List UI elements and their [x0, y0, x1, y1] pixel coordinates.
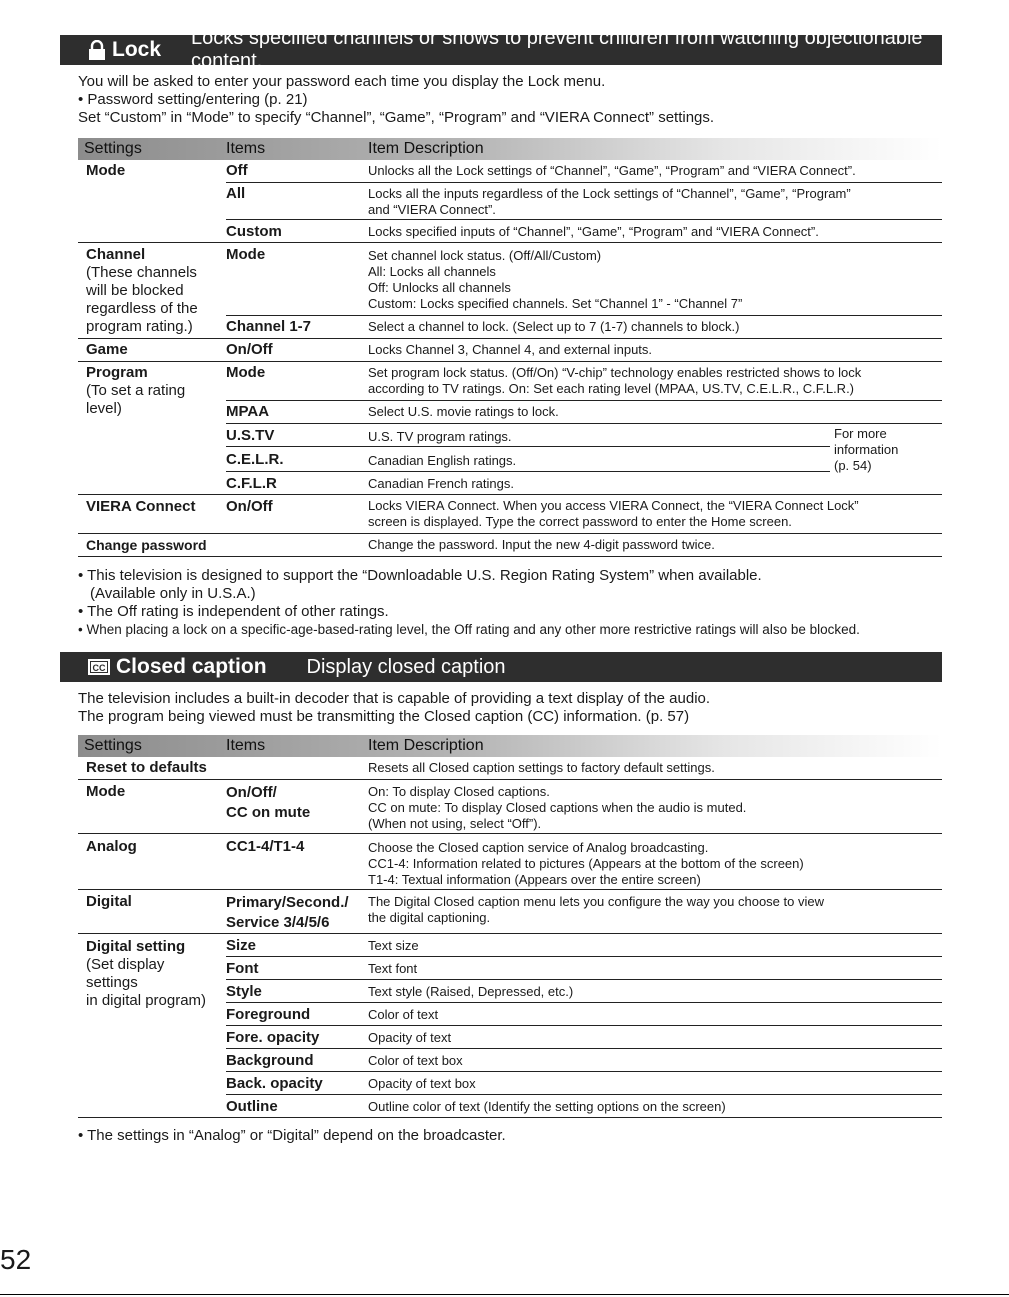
table-row-program: [78, 362, 942, 495]
cc-banner: [60, 652, 942, 682]
lock-table: [78, 160, 942, 557]
cc-icon: [88, 659, 110, 675]
desc-reset: Resets all Closed caption settings to factory default settings.: [368, 760, 715, 775]
dset-desc: Text size: [368, 938, 419, 953]
header-settings: Settings: [84, 140, 142, 157]
desc-celr: Canadian English ratings.: [368, 453, 517, 468]
setting-game: Game: [86, 341, 128, 358]
setting-analog: Analog: [86, 838, 137, 855]
desc-line: All: Locks all channels: [368, 264, 496, 279]
dset-note: in digital program): [86, 992, 207, 1009]
setting-digital-setting: Digital setting: [86, 938, 186, 955]
dset-desc: Text style (Raised, Depressed, etc.): [368, 984, 574, 999]
dset-item: Font: [226, 960, 259, 977]
page-number: 52: [0, 1244, 32, 1275]
table-row-digital: [78, 890, 942, 934]
setting-program: Program: [86, 364, 148, 381]
table-row-mode: [78, 160, 942, 243]
cc-table-header: [78, 735, 942, 757]
item-cc-mode: On/Off/: [226, 784, 277, 801]
desc-line: T1-4: Textual information (Appears over the entire screen): [368, 872, 701, 887]
note-line: (Available only in U.S.A.): [90, 585, 256, 602]
desc-line: On: To display Closed captions.: [368, 784, 550, 799]
table-row-change-password: [78, 534, 942, 557]
lock-icon: [88, 40, 106, 60]
sub-row-ustv: [226, 424, 830, 447]
table-row-cc-mode: [78, 780, 942, 834]
desc-line: CC1-4: Information related to pictures (Appears at the bottom of the screen): [368, 856, 804, 871]
item-celr: C.E.L.R.: [226, 451, 284, 468]
item-channel-1-7: Channel 1-7: [226, 318, 312, 335]
desc-mpaa: Select U.S. movie ratings to lock.: [368, 404, 559, 419]
lock-banner: [60, 27, 942, 72]
channel-note: regardless of the: [86, 300, 198, 317]
header-item-description: Item Description: [368, 140, 484, 157]
setting-channel: Channel: [86, 246, 146, 263]
desc-line: the digital captioning.: [368, 910, 491, 925]
desc-line: The Digital Closed caption menu lets you configure the way you choose to view: [368, 894, 824, 909]
sub-row-digital-setting: [226, 1072, 942, 1095]
item-digital: Primary/Second./: [226, 894, 349, 911]
dset-item: Style: [226, 983, 262, 1000]
item-off: Off: [226, 162, 248, 179]
dset-desc: Text font: [368, 961, 418, 976]
intro-line: The television includes a built-in decoder that is capable of providing a text display of the audio.: [78, 690, 711, 707]
lock-notes: [78, 567, 860, 639]
item-program-mode: Mode: [226, 364, 266, 381]
item-custom: Custom: [226, 223, 282, 240]
table-row-viera: [78, 495, 942, 534]
note-line: • The Off rating is independent of other ratings.: [78, 603, 389, 620]
header-items: Items: [226, 140, 266, 157]
header-settings: Settings: [84, 737, 142, 754]
desc-line: screen is displayed. Type the correct password to enter the Home screen.: [368, 514, 792, 529]
item-ustv: U.S.TV: [226, 427, 275, 444]
cc-notes: [78, 1127, 506, 1145]
setting-cc-mode: Mode: [86, 783, 126, 800]
intro-line: You will be asked to enter your password each time you display the Lock menu.: [78, 73, 606, 90]
sub-row-celr: [226, 447, 830, 472]
intro-line: • Password setting/entering (p. 21): [78, 91, 308, 108]
dset-item: Foreground: [226, 1006, 311, 1023]
setting-digital: Digital: [86, 893, 132, 910]
desc-all: Locks all the inputs regardless of the Lock settings of “Channel”, “Game”, “Program”: [368, 186, 851, 201]
sub-row-digital-setting: [226, 1026, 942, 1049]
desc-line: Choose the Closed caption service of Analog broadcasting.: [368, 840, 709, 855]
svg-text:CC: CC: [92, 663, 106, 673]
setting-change-password: Change password: [86, 537, 207, 553]
more-info-line: information: [834, 442, 899, 457]
lock-intro: [78, 73, 714, 127]
item-cflr: C.F.L.R: [226, 475, 277, 492]
program-note: level): [86, 400, 122, 417]
intro-line: Set “Custom” in “Mode” to specify “Channel”, “Game”, “Program” and “VIERA Connect” settings.: [78, 109, 715, 126]
channel-note: program rating.): [86, 318, 193, 335]
dset-item: Fore. opacity: [226, 1029, 320, 1046]
desc-line: according to TV ratings. On: Set each rating level (MPAA, US.TV, C.E.L.R., C.F.L.R.): [368, 381, 855, 396]
note-line: • This television is designed to support the “Downloadable U.S. Region Rating System” when available.: [78, 567, 762, 584]
item-analog: CC1-4/T1-4: [226, 838, 305, 855]
dset-item: Size: [226, 937, 257, 954]
desc-all-2: and “VIERA Connect”.: [368, 202, 496, 217]
sub-row-off: [226, 160, 942, 183]
note-line: • The settings in “Analog” or “Digital” depend on the broadcaster.: [78, 1127, 506, 1144]
more-info-line: For more: [834, 426, 887, 441]
cc-table: [78, 757, 942, 1118]
footer-line: [0, 1294, 1009, 1295]
dset-desc: Outline color of text (Identify the setting options on the screen): [368, 1099, 726, 1114]
item-cc-mode: CC on mute: [226, 804, 311, 821]
desc-cflr: Canadian French ratings.: [368, 476, 514, 491]
lock-subtitle: Locks specified channels or shows to prevent children from watching objectionable content.: [191, 27, 923, 72]
setting-viera: VIERA Connect: [86, 498, 196, 515]
table-row-game: [78, 339, 942, 362]
desc-line: CC on mute: To display Closed captions when the audio is muted.: [368, 800, 747, 815]
lock-table-header: [78, 138, 942, 160]
sub-row-mpaa: [226, 401, 942, 424]
cc-intro: [78, 690, 710, 726]
program-note: (To set a rating: [86, 382, 186, 399]
sub-row-digital-setting: [226, 957, 942, 980]
desc-line: (When not using, select “Off”).: [368, 816, 542, 831]
table-row-reset: [78, 757, 942, 780]
dset-item: Back. opacity: [226, 1075, 323, 1092]
item-game: On/Off: [226, 341, 273, 358]
table-row-digital-setting: [78, 934, 942, 1118]
intro-line: The program being viewed must be transmitting the Closed caption (CC) information. (p. 57): [78, 708, 690, 725]
dset-desc: Opacity of text box: [368, 1076, 476, 1091]
desc-line: Set program lock status. (Off/On) “V-chip” technology enables restricted shows to lock: [368, 365, 862, 380]
dset-note: settings: [86, 974, 138, 991]
item-mpaa: MPAA: [226, 403, 270, 420]
desc-line: Off: Unlocks all channels: [368, 280, 511, 295]
desc-ustv: U.S. TV program ratings.: [368, 429, 512, 444]
sub-row-channel-mode: [226, 243, 942, 316]
more-info-line: (p. 54): [834, 458, 872, 473]
desc-line: Set channel lock status. (Off/All/Custom): [368, 248, 602, 263]
item-all: All: [226, 185, 246, 202]
more-info-note: [834, 426, 898, 474]
dset-note: (Set display: [86, 956, 165, 973]
header-item-description: Item Description: [368, 737, 484, 754]
desc-change-password: Change the password. Input the new 4-digit password twice.: [368, 537, 715, 552]
sub-row-digital-setting: [226, 1049, 942, 1072]
desc-off: Unlocks all the Lock settings of “Channel”, “Game”, “Program” and “VIERA Connect”.: [368, 163, 856, 178]
sub-row-digital-setting: [226, 980, 942, 1003]
header-items: Items: [226, 737, 266, 754]
cc-subtitle: Display closed caption: [306, 655, 506, 678]
desc-custom: Locks specified inputs of “Channel”, “Game”, “Program” and “VIERA Connect”.: [368, 224, 819, 239]
dset-desc: Color of text: [368, 1007, 439, 1022]
sub-row-digital-setting: [226, 934, 942, 957]
cc-title: Closed caption: [116, 655, 267, 678]
item-viera: On/Off: [226, 498, 273, 515]
dset-desc: Opacity of text: [368, 1030, 452, 1045]
channel-note: will be blocked: [86, 282, 184, 299]
note-line: • When placing a lock on a specific-age-based-rating level, the Off rating and any other more restrictive ratings will also be blocked.: [78, 622, 860, 637]
table-row-channel: [78, 243, 942, 339]
lock-title: Lock: [112, 38, 162, 61]
dset-item: Background: [226, 1052, 314, 1069]
desc-line: Locks VIERA Connect. When you access VIERA Connect, the “VIERA Connect Lock”: [368, 498, 859, 513]
item-digital: Service 3/4/5/6: [226, 914, 330, 931]
desc-game: Locks Channel 3, Channel 4, and external inputs.: [368, 342, 653, 357]
setting-reset: Reset to defaults: [86, 759, 207, 776]
dset-item: Outline: [226, 1098, 278, 1115]
sub-row-all: [226, 183, 942, 220]
desc-channel-1-7: Select a channel to lock. (Select up to 7 (1-7) channels to block.): [368, 319, 740, 334]
desc-line: Custom: Locks specified channels. Set “Channel 1” - “Channel 7”: [368, 296, 743, 311]
item-channel-mode: Mode: [226, 246, 266, 263]
sub-row-digital-setting: [226, 1003, 942, 1026]
setting-mode: Mode: [86, 162, 126, 179]
table-row-analog: [78, 834, 942, 890]
sub-row-program-mode: [226, 362, 942, 401]
channel-note: (These channels: [86, 264, 197, 281]
sub-row-digital-setting: [226, 1095, 942, 1117]
dset-desc: Color of text box: [368, 1053, 463, 1068]
